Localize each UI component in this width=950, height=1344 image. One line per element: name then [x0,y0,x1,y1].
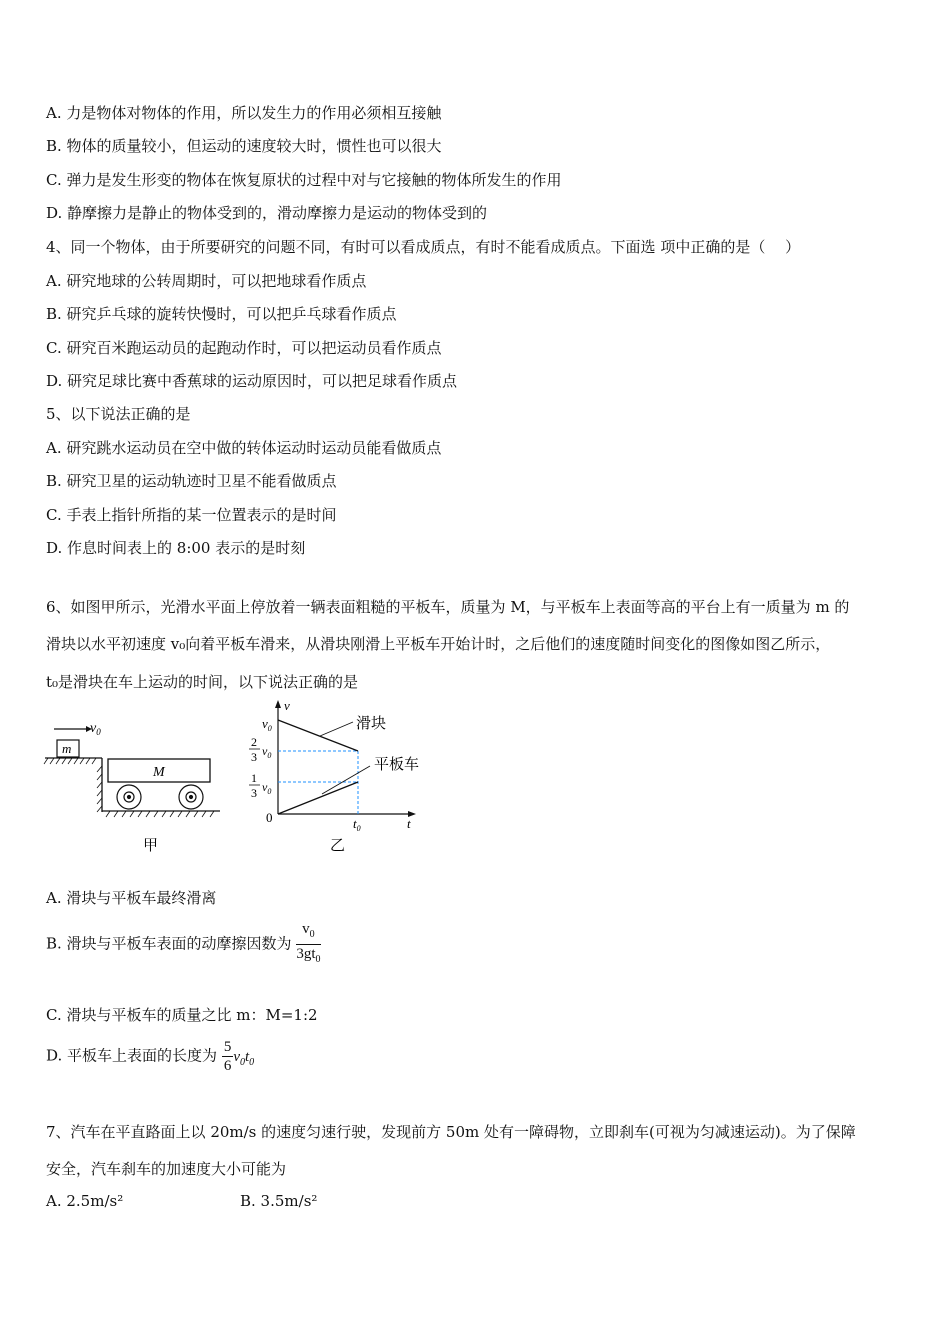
q3-option-b: B. 物体的质量较小，但运动的速度较大时，惯性也可以很大 [46,137,442,155]
slider-mass-label: m [62,741,72,756]
q6-option-c: C. 滑块与平板车的质量之比 m：M=1:2 [46,1006,318,1024]
length-v0t0: $v_0t_0$ [233,1048,255,1068]
q6-stem-line2: 滑块以水平初速度 v₀向着平板车滑来，从滑块刚滑上平板车开始计时，之后他们的速度随时间变化的图像如图乙所示， [46,635,831,653]
q5-option-d: D. 作息时间表上的 8:00 表示的是时刻 [46,539,306,557]
slider-leader [320,722,353,736]
q7-stem-line1: 7、汽车在平直路面上以 20m/s 的速度匀速行驶，发现前方 50m 处有一障碍物，立即刹车(可视为匀减速运动)。为了保障 [46,1123,856,1141]
tick-23-den: 3 [251,750,257,764]
q6-option-b-text: B. 滑块与平板车表面的动摩擦因数为 [46,934,292,953]
cart-velocity-line [278,782,358,814]
q5-option-a: A. 研究跳水运动员在空中做的转体运动时运动员能看做质点 [46,439,442,457]
q4-option-d: D. 研究足球比赛中香蕉球的运动原因时，可以把足球看作质点 [46,372,458,390]
tick-23-num: 2 [251,735,257,749]
label-cart: 平板车 [374,757,420,773]
q4-option-c: C. 研究百米跑运动员的起跑动作时，可以把运动员看作质点 [46,339,442,357]
q6-figure [40,698,440,858]
platform-hatch [44,758,102,812]
q6-stem-line1: 6、如图甲所示，光滑水平面上停放着一辆表面粗糙的平板车，质量为 M，与平板车上表面等高的平台上有一质量为 m 的 [46,598,850,616]
ground-hatch [106,811,214,817]
q6-option-a: A. 滑块与平板车最终滑离 [46,889,217,907]
q3-option-d: D. 静摩擦力是静止的物体受到的，滑动摩擦力是运动的物体受到的 [46,204,488,222]
v0-label: $v_0$ [90,721,101,737]
q5-stem: 5、以下说法正确的是 [46,405,191,423]
q6-stem-line3: t₀是滑块在车上运动的时间，以下说法正确的是 [46,673,359,691]
q6-option-b [46,920,321,969]
caption-jia: 甲 [143,838,159,854]
q7-option-b: B. 3.5m/s² [240,1192,318,1210]
q6-option-d [46,1038,254,1075]
v-axis-label: v [284,698,290,713]
v-axis-arrow [275,700,281,708]
q7-option-a: A. 2.5m/s² [46,1192,124,1210]
q5-option-c: C. 手表上指针所指的某一位置表示的是时间 [46,506,337,524]
tick-13-num: 1 [251,771,257,785]
q4-option-a: A. 研究地球的公转周期时，可以把地球看作质点 [46,272,367,290]
t0-label: $t_0$ [353,816,361,833]
figure-yi [249,698,419,854]
length-fraction: $\frac{5}{6}$ [223,1039,232,1074]
q6-option-d-text: D. 平板车上表面的长度为 [46,1046,218,1065]
caption-yi: 乙 [330,838,346,854]
t-axis-label: t [407,816,411,831]
q4-option-b: B. 研究乒乓球的旋转快慢时，可以把乒乓球看作质点 [46,305,397,323]
tick-v0: $v_0$ [262,716,272,733]
friction-coefficient-fraction: $\frac{v_0}{3gt_0}$ [296,921,321,965]
q4-stem: 4、同一个物体，由于所要研究的问题不同，有时可以看成质点，有时不能看成质点。下面选 项中正确的是（ ） [46,238,801,256]
tick-13-den: 3 [251,786,257,800]
q7-stem-line2: 安全，汽车刹车的加速度大小可能为 [46,1160,287,1178]
q3-option-a: A. 力是物体对物体的作用，所以发生力的作用必须相互接触 [46,104,442,122]
figure-jia [44,721,220,854]
cart-leader [322,766,370,794]
tick-23-v0: $v_0$ [262,744,272,760]
q5-option-b: B. 研究卫星的运动轨迹时卫星不能看做质点 [46,472,337,490]
cart-mass-label: M [153,765,165,780]
tick-13-v0: $v_0$ [262,780,272,796]
cart-wheels [117,785,203,809]
label-slider: 滑块 [356,716,387,732]
origin-label: 0 [266,810,273,825]
q3-option-c: C. 弹力是发生形变的物体在恢复原状的过程中对与它接触的物体所发生的作用 [46,171,562,189]
